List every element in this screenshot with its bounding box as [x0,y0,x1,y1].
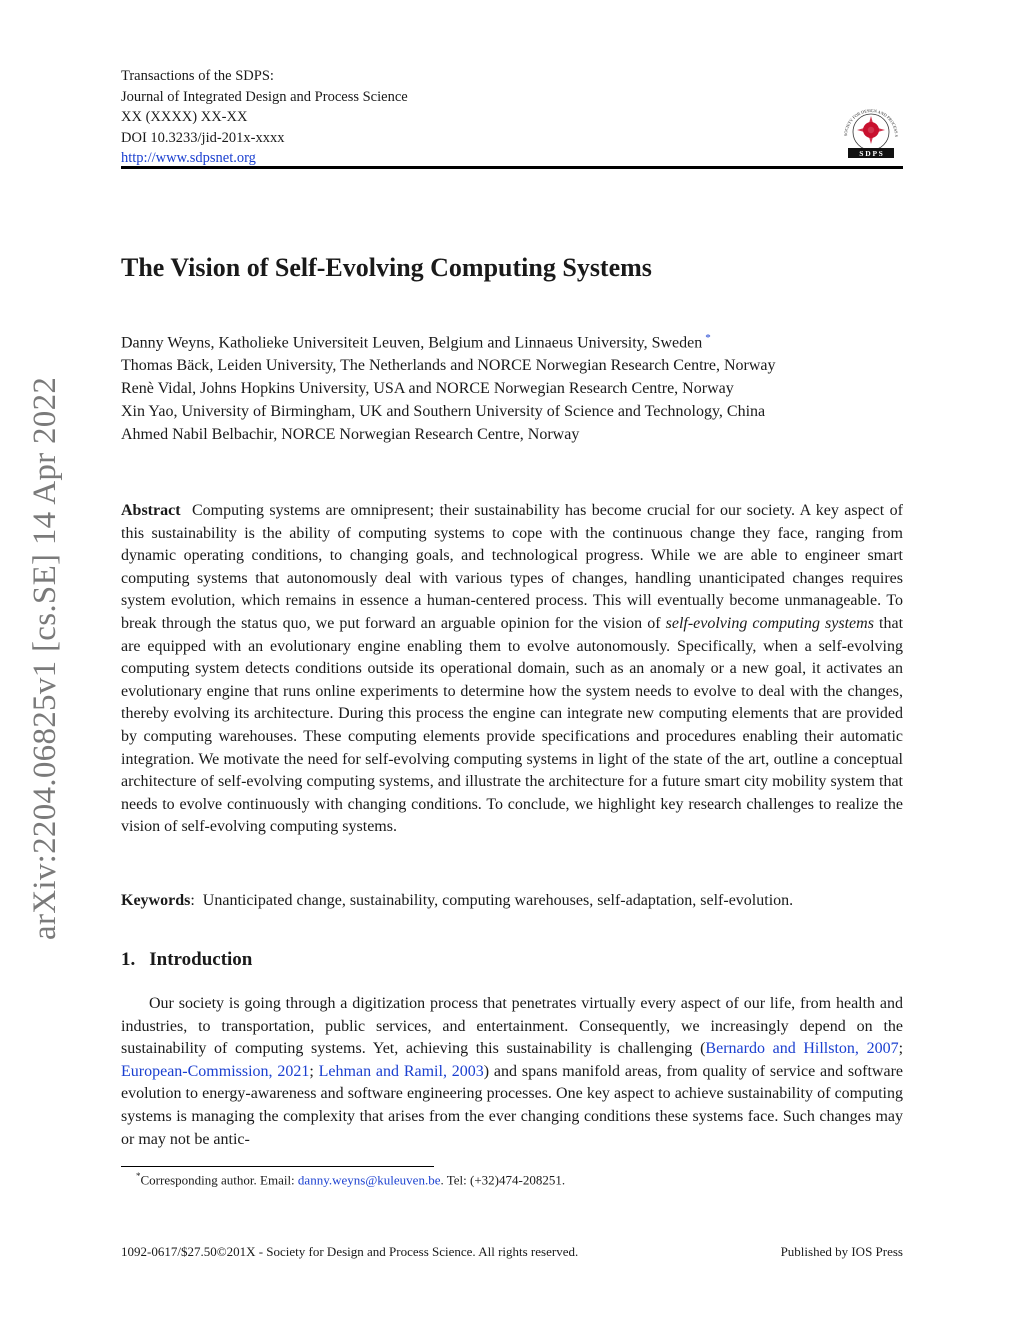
author-line: Thomas Bäck, Leiden University, The Netherlands and NORCE Norwegian Research Centre, Norway [121,357,776,375]
section-heading [121,949,252,971]
intro-paragraph: Our society is going through a digitization process that penetrates virtually every aspect of our life, from health and industries, to transportation, public services, and entertainment. Consequently, we increasingly depend on the sustainability of computing systems. Yet, achieving this sustainability is challenging (Bernardo and Hillston, 2007; European-Commission, 2021; Lehman and Ramil, 2003) and spans manifold areas, from quality of service and software evolution to energy-awareness and software engineering processes. One key aspect to achieve sustainability of computing systems is managing the complexity that arises from the ever changing conditions these systems face. Such changes may or may not be antic- [121,995,904,1148]
header-url-link[interactable]: http://www.sdpsnet.org [121,150,256,167]
intro-text-2: ) and spans manifold areas, from quality of service and software evolution to energy-awareness and software engineering processes. One key aspect to achieve sustainability of computing systems is managing the complexity that arises from the ever changing conditions these systems face. Such changes may or may not be antic- [121,1062,904,1148]
footnote-rule [121,1166,434,1167]
email-link[interactable]: danny.weyns@kuleuven.be [297,1172,441,1188]
author-line [121,327,775,354]
header-line-1: Transactions of the SDPS: [121,68,274,84]
abstract-text-1: Computing systems are omnipresent; their sustainability has become crucial for our society. A key aspect of this sustainability is the ability of computing systems to cope with the continuous change they face, ranging from dynamic operating conditions, to changing goals, and technological progress. While we are able to engineer smart computing systems that autonomously deal with various types of changes, handling unanticipated changes requires system evolution, which remains in essence a human-centered process. This will eventually become unmanageable. To break through the status quo, we put forward an arguable opinion for the vision of [121,502,903,632]
author-name: Danny Weyns, Katholieke Universiteit Leuven, Belgium and Linnaeus University, Sweden [121,334,703,352]
journal-header [121,66,921,169]
header-doi: DOI 10.3233/jid-201x-xxxx [121,129,285,146]
citation-link[interactable]: Lehman and Ramil, 2003 [318,1062,484,1080]
author-line: Renè Vidal, Johns Hopkins University, USA and NORCE Norwegian Research Centre, Norway [121,380,734,398]
keywords-label: Keywords [121,892,191,909]
keywords: Keywords: Unanticipated change, sustainability, computing warehouses, self-adaptation, self-evolution. [121,892,794,909]
footer-copyright: 1092-0617/$27.50©201X - Society for Design and Process Science. All rights reserved. [121,1244,579,1259]
sdps-logo [838,100,904,160]
author-list [121,327,775,446]
section-title: Introduction [149,949,253,970]
abstract-label: Abstract [121,502,181,519]
author-line: Ahmed Nabil Belbachir, NORCE Norwegian Research Centre, Norway [121,426,580,444]
abstract-text-2: that are equipped with an evolutionary engine enabling them to evolve autonomously. Specifically, when a self-evolving computing system detects conditions outside its operational domain, such as an anomaly or a new goal, it activates an evolutionary engine that runs online experiments to determine how the system needs to evolve to deal with the changes, thereby evolving its architecture. During this process the engine can integrate new computing elements that are provided by computing warehouses. These computing elements provide specifications and procedures enabling their automatic integration. We motivate the need for self-evolving computing systems in light of the state of the art, outline a conceptual architecture of self-evolving computing systems, and illustrate the architecture for a future smart city mobility system that needs to evolve continuously with changing conditions. To conclude, we highlight key research challenges to realize the vision of self-evolving computing systems. [121,614,904,836]
footnote [136,1171,565,1188]
arxiv-stamp: arXiv:2204.06825v1 [cs.SE] 14 Apr 2022 [27,376,63,940]
citation-link[interactable]: Bernardo and Hillston, 2007 [705,1040,899,1058]
header-line-2: Journal of Integrated Design and Process Science [121,88,408,105]
keywords-text: Unanticipated change, sustainability, computing warehouses, self-adaptation, self-evolution. [202,892,794,909]
abstract [121,500,903,839]
author-line: Xin Yao, University of Birmingham, UK and Southern University of Science and Technology, China [121,403,766,421]
paper-title: The Vision of Self-Evolving Computing Systems [121,253,652,282]
header-rule [121,166,903,169]
citation-link[interactable]: European-Commission, 2021 [121,1062,310,1080]
logo-ring-text: SOCIETY FOR DESIGN AND PROCESS S [842,107,900,137]
footnote-marker: * [136,1171,141,1181]
footer-publisher: Published by IOS Press [780,1244,903,1259]
abstract-emphasis: self-evolving computing systems [665,614,874,632]
corresponding-marker[interactable]: * [705,332,711,344]
footnote-tel: . Tel: (+32)474-208251. [440,1172,566,1188]
header-line-3: XX (XXXX) XX-XX [121,109,248,126]
footnote-text: Corresponding author. Email: [140,1172,298,1188]
section-number: 1. [121,949,136,970]
logo-text: S D P S [859,149,883,158]
intro-text-1: Our society is going through a digitization process that penetrates virtually every aspect of our life, from health and industries, to transportation, public services, and entertainment. Consequently, we increasingly depend on the sustainability of computing systems. Yet, achieving this sustainability is challenging ( [121,995,903,1058]
